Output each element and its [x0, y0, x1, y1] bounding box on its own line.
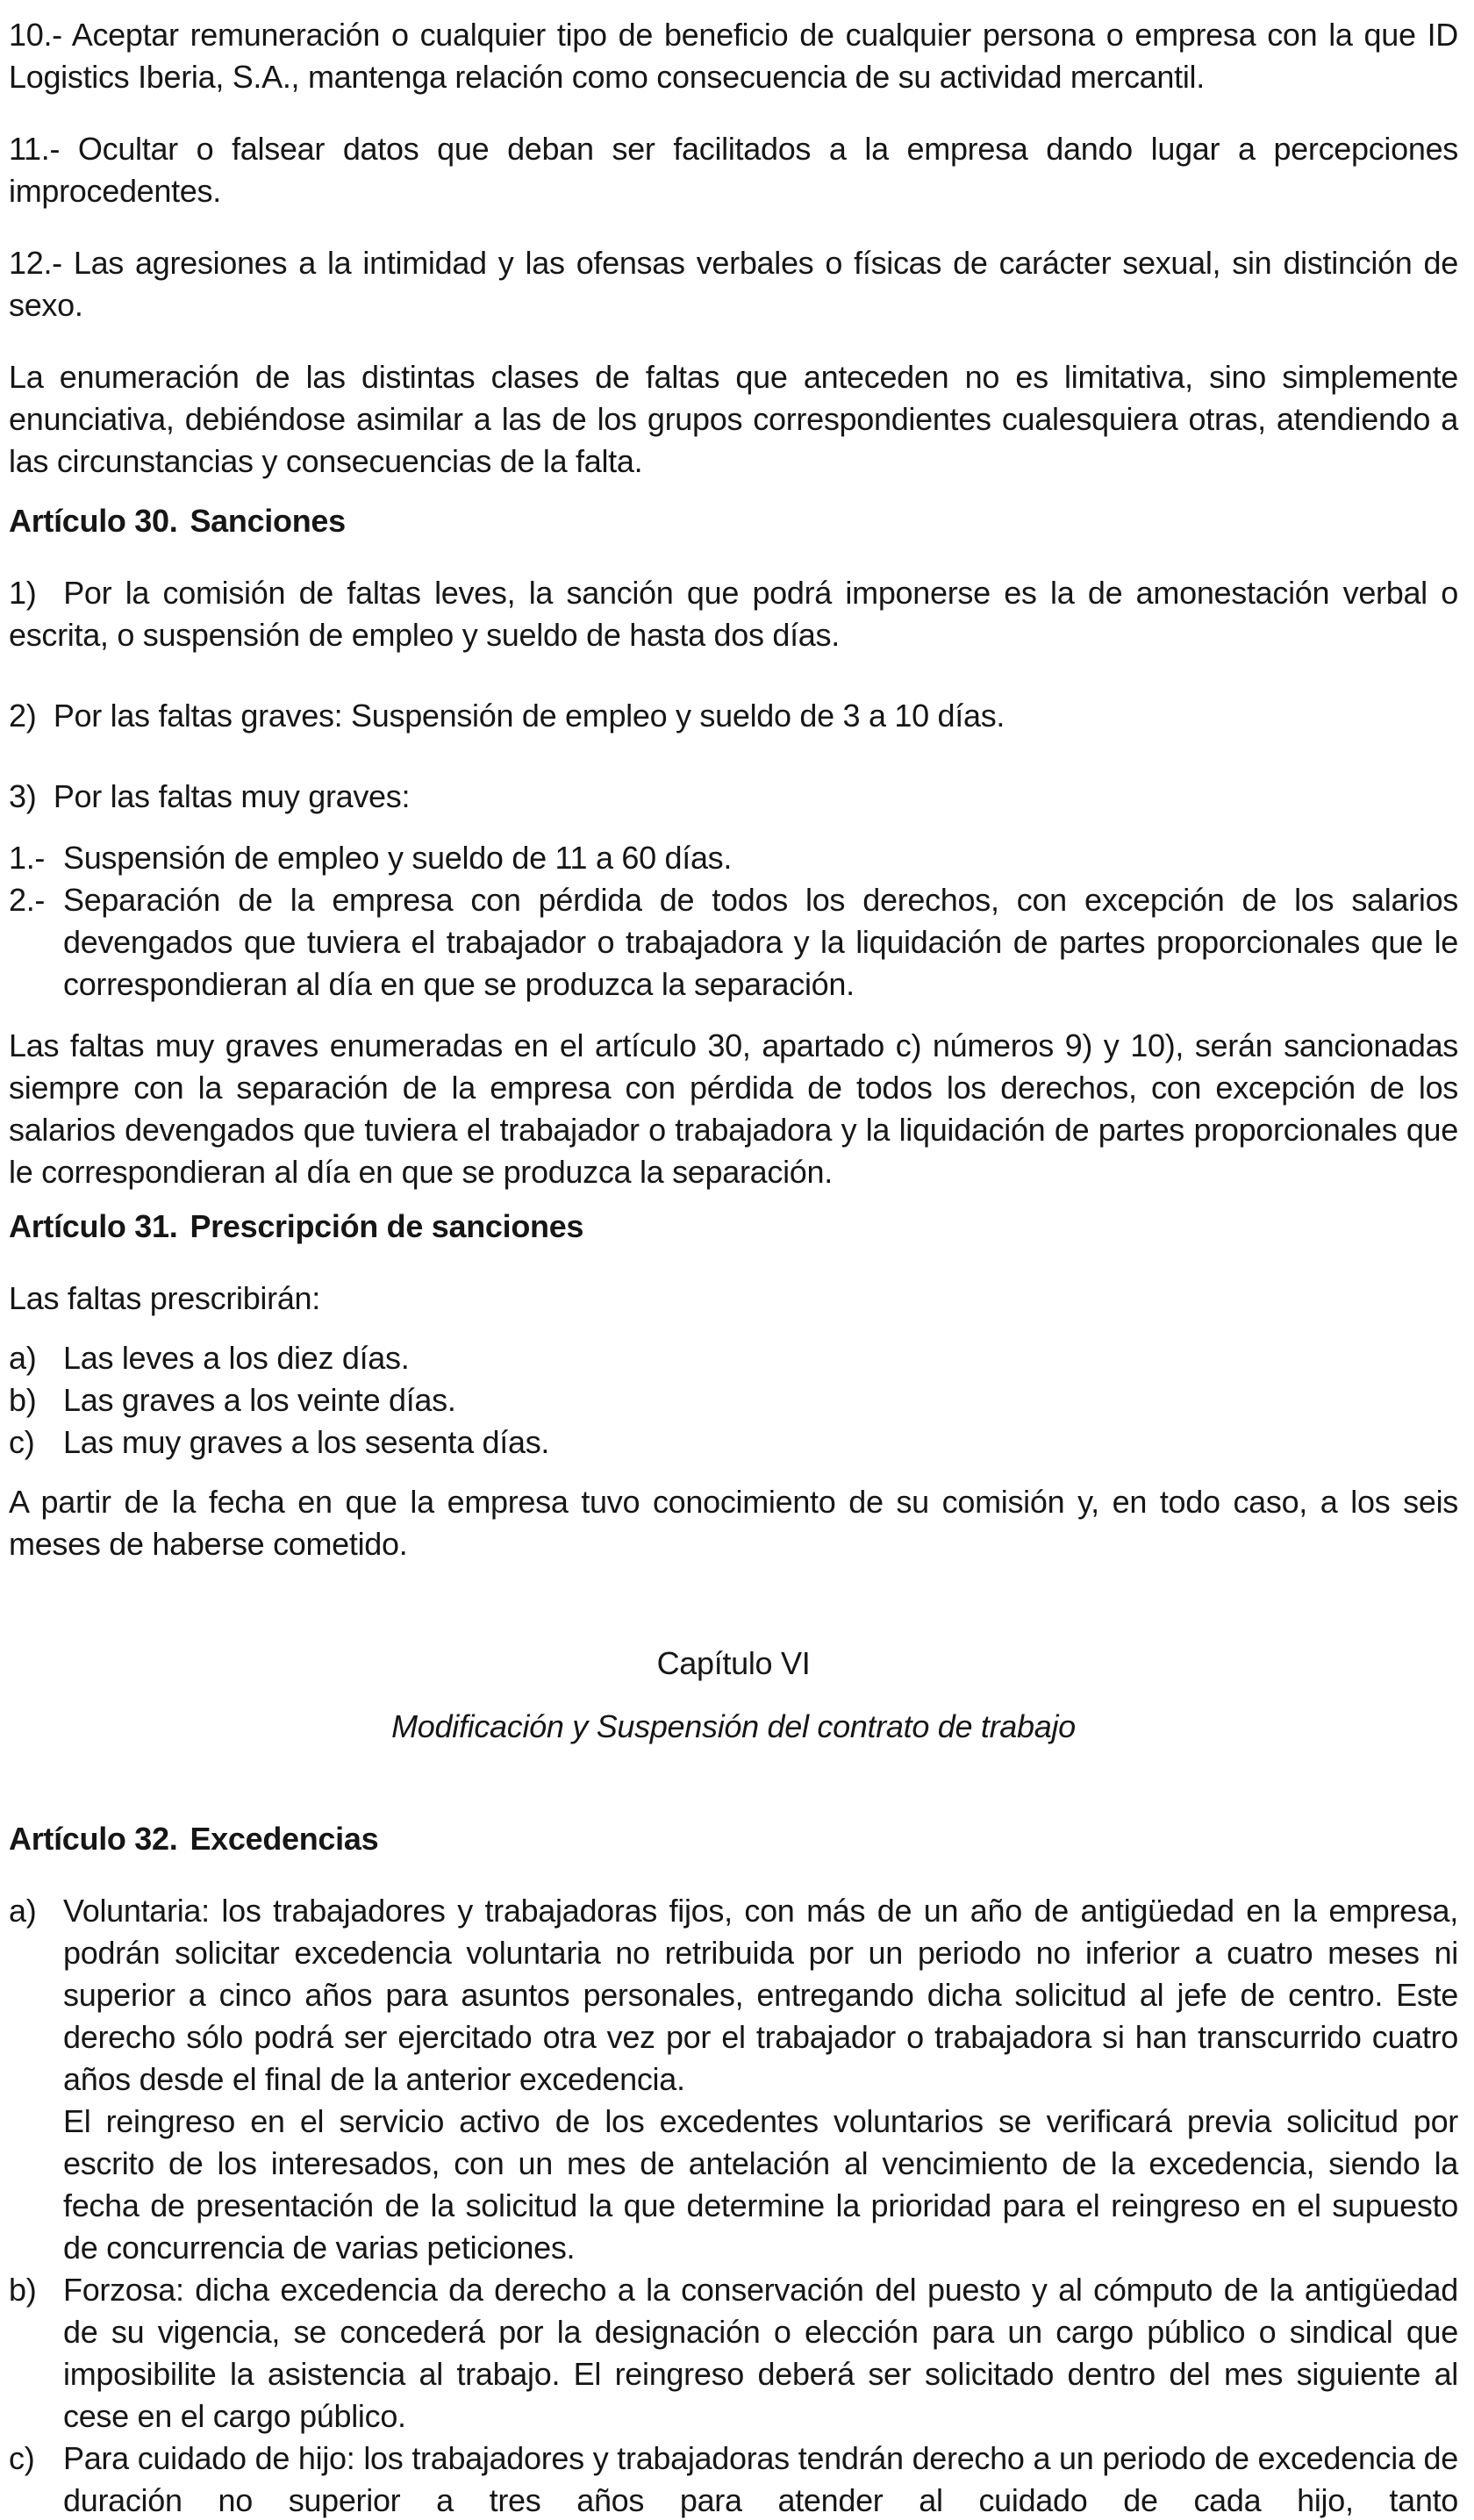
prescripcion-item-c	[9, 1421, 1458, 1464]
sublist-item-2-text: Separación de la empresa con pérdida de todos los derechos, con excepción de los salarios devengados que tuviera el trabajador o trabajadora y la liquidación de partes proporcionales que le correspondieran al día en que se produzca la separación.	[63, 882, 1458, 1002]
article-31-label: Artículo 31.	[9, 1208, 178, 1244]
falta-item-12: 12.- Las agresiones a la intimidad y las ofensas verbales o físicas de carácter sexual, sin distinción de sexo.	[9, 245, 1458, 323]
prescripcion-item-a-marker: a)	[9, 1340, 37, 1376]
excedencia-item-b-marker: b)	[9, 2272, 37, 2308]
prescripcion-list	[9, 1337, 1458, 1464]
excedencia-item-a-paragraph-1: Voluntaria: los trabajadores y trabajadoras fijos, con más de un año de antigüedad en la empresa, podrán solicitar excedencia voluntaria no retribuida por un periodo no inferior a cuatro meses ni superior a cinco años para asuntos personales, entregando dicha solicitud al jefe de centro. Este derecho sólo podrá ser ejercitado otra vez por el trabajador o trabajadora si han transcurrido cuatro años desde el final de la anterior excedencia.	[63, 1893, 1458, 2097]
prescripcion-item-b-marker: b)	[9, 1382, 37, 1418]
paragraph-enumeracion: La enumeración de las distintas clases de faltas que anteceden no es limitativa, sino simplemente enunciativa, debiéndose asimilar a las de los grupos correspondientes cualesquiera otras, atendiendo a las circunstancias y consecuencias de la falta.	[9, 359, 1458, 479]
sublist-item-1	[9, 837, 1458, 879]
sublist-item-1-text: Suspensión de empleo y sueldo de 11 a 60 días.	[63, 840, 733, 876]
excedencia-item-c-paragraph-1: Para cuidado de hijo: los trabajadores y trabajadoras tendrán derecho a un periodo de excedencia de duración no superior a tres años para atender al cuidado de cada hijo, tanto	[63, 2440, 1458, 2518]
excedencia-item-a-paragraph-2: El reingreso en el servicio activo de los excedentes voluntarios se verificará previa solicitud por escrito de los interesados, con un mes de antelación al vencimiento de la excedencia, siendo la fecha de presentación de la solicitud la que determine la prioridad para el reingreso en el supuesto de concurrencia de varias peticiones.	[63, 2103, 1458, 2266]
chapter-6-subtitle: Modificación y Suspensión del contrato de trabajo	[391, 1708, 1076, 1744]
article-32-heading	[9, 1818, 1458, 1860]
excedencia-item-a-body	[63, 1890, 1458, 2269]
sublist-item-2	[9, 879, 1458, 1006]
article-32-label: Artículo 32.	[9, 1821, 178, 1857]
article-32-title: Excedencias	[190, 1821, 379, 1857]
muy-graves-sublist	[9, 837, 1458, 1006]
paragraph-prescripcion-intro: Las faltas prescribirán:	[9, 1280, 320, 1316]
sancion-item-3: 3) Por las faltas muy graves:	[9, 778, 411, 814]
sancion-item-1: 1) Por la comisión de faltas leves, la sanción que podrá imponerse es la de amonestación verbal o escrita, o suspensión de empleo y sueldo de hasta dos días.	[9, 575, 1458, 653]
prescripcion-item-b	[9, 1379, 1458, 1421]
paragraph-a-partir: A partir de la fecha en que la empresa tuvo conocimiento de su comisión y, en todo caso, a los seis meses de haberse cometido.	[9, 1484, 1458, 1562]
article-30-label: Artículo 30.	[9, 503, 178, 539]
excedencia-item-b	[9, 2269, 1458, 2438]
article-30-heading	[9, 500, 1458, 542]
prescripcion-item-c-marker: c)	[9, 1424, 35, 1460]
prescripcion-item-a-text: Las leves a los diez días.	[63, 1340, 410, 1376]
falta-item-10: 10.- Aceptar remuneración o cualquier tipo de beneficio de cualquier persona o empresa con la que ID Logistics Iberia, S.A., mantenga relación como consecuencia de su actividad mercantil.	[9, 17, 1458, 95]
excedencia-item-c-body	[63, 2438, 1458, 2520]
sublist-item-2-marker: 2.-	[9, 882, 46, 918]
paragraph-faltas-muy-graves: Las faltas muy graves enumeradas en el artículo 30, apartado c) números 9) y 10), serán sancionadas siempre con la separación de la empresa con pérdida de todos los derechos, con excepción de los salarios devengados que tuviera el trabajador o trabajadora y la liquidación de partes proporcionales que le correspondieran al día en que se produzca la separación.	[9, 1027, 1458, 1190]
sancion-item-2: 2) Por las faltas graves: Suspensión de empleo y sueldo de 3 a 10 días.	[9, 698, 1005, 734]
chapter-6-title: Capítulo VI	[656, 1645, 811, 1681]
excedencia-item-b-body	[63, 2269, 1458, 2438]
excedencia-item-b-paragraph-1: Forzosa: dicha excedencia da derecho a la conservación del puesto y al cómputo de la antigüedad de su vigencia, se concederá por la designación o elección para un cargo público o sindical que imposibilite la asistencia al trabajo. El reingreso deberá ser solicitado dentro del mes siguiente al cese en el cargo público.	[63, 2272, 1458, 2434]
sublist-item-1-marker: 1.-	[9, 840, 46, 876]
article-31-heading	[9, 1206, 1458, 1248]
excedencia-item-a	[9, 1890, 1458, 2269]
excedencia-item-c-marker: c)	[9, 2440, 35, 2476]
excedencia-item-c	[9, 2438, 1458, 2520]
prescripcion-item-c-text: Las muy graves a los sesenta días.	[63, 1424, 550, 1460]
falta-item-11: 11.- Ocultar o falsear datos que deban ser facilitados a la empresa dando lugar a percepciones improcedentes.	[9, 131, 1458, 209]
article-30-title: Sanciones	[190, 503, 346, 539]
prescripcion-item-b-text: Las graves a los veinte días.	[63, 1382, 456, 1418]
prescripcion-item-a	[9, 1337, 1458, 1379]
article-31-title: Prescripción de sanciones	[190, 1208, 584, 1244]
excedencia-item-a-marker: a)	[9, 1893, 37, 1929]
excedencias-list	[9, 1890, 1458, 2520]
